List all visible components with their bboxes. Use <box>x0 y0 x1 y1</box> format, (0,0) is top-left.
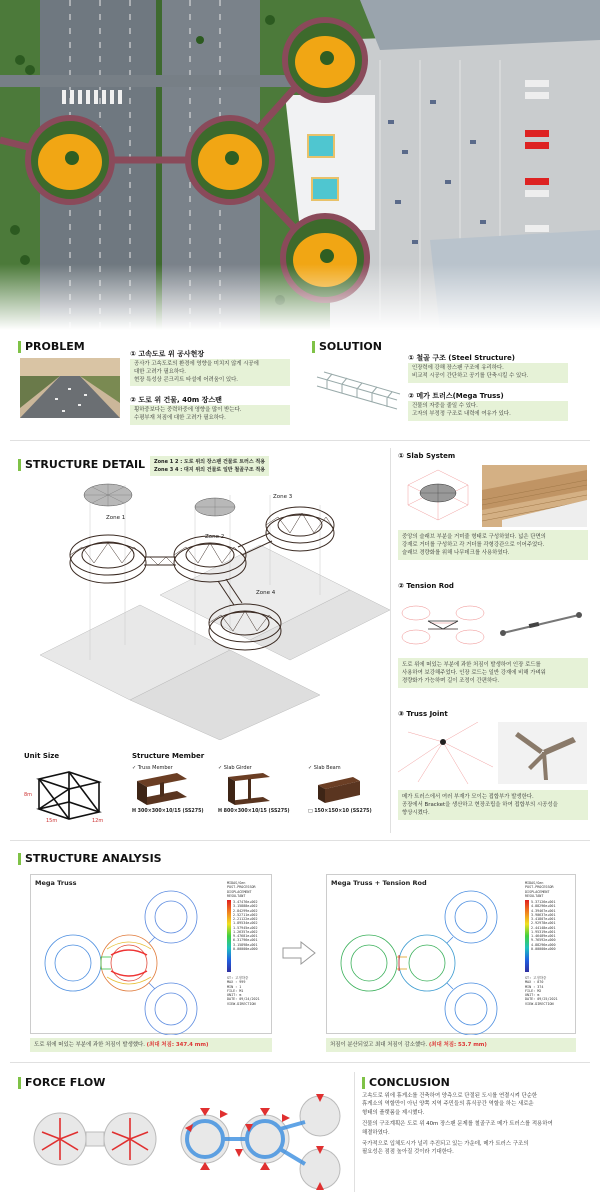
member-truss <box>132 765 204 814</box>
arrow-right-svg <box>281 940 317 966</box>
solution-item2-title: ② 메가 트러스(Mega Truss) <box>408 392 504 400</box>
legend-header: DISPLACEMENT <box>525 889 550 894</box>
note-line: 메가 트러스에서 여러 부재가 모이는 접합부가 발생한다. <box>402 794 534 800</box>
legend-value: 2.52711e+002 <box>233 912 258 917</box>
legend-color-bar <box>525 900 529 972</box>
conclusion-line: 고속도로 위에 휴게소를 건축하여 양측으로 단절된 도시를 연결시켜 단순한 <box>362 1093 538 1099</box>
legend-value: 5.37126e+001 <box>531 900 556 904</box>
truss-joint-title: ③ Truss Joint <box>398 710 448 718</box>
unit-height-label: 8m <box>24 792 33 798</box>
legend-header: RESULTANT <box>227 893 246 898</box>
problem-item1-line: 현장 특성상 콘크리트 타설에 어려움이 있다. <box>134 376 239 383</box>
legend-footer-line: DATE: 09/25/2021 <box>525 997 558 1002</box>
legend-footer-line: DATE: 09/24/2021 <box>227 997 260 1002</box>
structure-detail-title <box>18 458 145 471</box>
slab-deck-svg <box>482 465 587 527</box>
unit-size-title: Unit Size <box>24 752 60 760</box>
legend-footer-line: VIEW-DIRECTION <box>525 1001 554 1006</box>
legend-value: 1.26357e+002 <box>233 929 258 934</box>
truss-joint-svg <box>398 722 493 784</box>
conclusion-line: 건물의 구조계획은 도로 위 40m 장스팬 문제를 철골구조 메가 트러스를 적용하여 <box>362 1121 553 1128</box>
solution-item2-line: 고자의 부정정 구조로 내력에 여유가 있다. <box>412 410 511 417</box>
max-deflection-right: (최대 처짐: 53.7 mm) <box>428 1042 487 1048</box>
legend-footer-line: ST: 고정하중 <box>525 976 547 980</box>
conclusion-title <box>362 1076 450 1089</box>
zone-2-label: Zone 2 <box>205 534 225 540</box>
slab-system-note <box>398 530 588 560</box>
solution-item1-title: ① 철골 구조 (Steel Structure) <box>408 354 515 362</box>
force-flow-title-text: FORCE FLOW <box>25 1076 106 1089</box>
conclusion-line: 형태의 플랫폼을 제시했다. <box>362 1109 425 1116</box>
structure-analysis-title-text: STRUCTURE ANALYSIS <box>25 852 162 865</box>
conclusion-paragraph <box>362 1092 592 1117</box>
arrow-right-icon <box>281 940 317 970</box>
problem-item2-line: 횡하중보다는 중력하중에 영향을 많이 받는다. <box>134 407 242 413</box>
caption-text: 처짐이 분산되었고 최대 처짐이 감소했다. <box>330 1042 428 1048</box>
legend-value: 1.89534e+002 <box>233 921 258 926</box>
conclusion-text <box>362 1092 592 1157</box>
structure-isometric <box>20 475 390 740</box>
zone-note: Zone 1 2 : 도로 위의 장스팬 건물로 트러스 적용 <box>154 459 266 465</box>
legend-value: 2.92978e+001 <box>531 921 556 926</box>
analysis-left-legend <box>227 881 260 1006</box>
check-icon: ✓ <box>132 765 138 771</box>
legend-value: 2.21122e+002 <box>233 917 258 921</box>
structure-isometric-svg <box>20 475 390 740</box>
analysis-right-legend <box>525 881 558 1006</box>
legend-footer-line: VIEW-DIRECTION <box>227 1001 256 1006</box>
conclusion-paragraph <box>362 1120 592 1137</box>
unit-size-diagram <box>24 764 114 824</box>
conclusion-paragraph <box>362 1140 592 1157</box>
conclusion-line: 해결하였다. <box>362 1129 390 1136</box>
legend-footer-line: FILE: M2 <box>525 988 542 993</box>
zone-3-label: Zone 3 <box>273 494 293 500</box>
note-line: 사용하여 보강해주었다. 인장 로드는 일반 강재에 비해 가벼워 <box>402 670 546 677</box>
legend-values <box>531 900 556 972</box>
legend-footer <box>525 976 558 1006</box>
member-spec: H 300×300×10/15 (SS275) <box>132 809 204 814</box>
note-line: 중앙의 슬래브 부분을 거미줄 형태로 구성하였다. 넓은 단면의 <box>402 534 546 540</box>
force-flow-svg <box>20 1094 350 1194</box>
box-beam-icon <box>308 771 368 807</box>
problem-item2-line: 수평부재 처짐에 대한 고려가 필요하다. <box>134 414 226 421</box>
legend-scale <box>525 900 558 972</box>
legend-header: POST-PROCESSOR <box>525 885 554 890</box>
legend-value: 2.84299e+002 <box>233 908 258 913</box>
member-girder <box>218 765 290 814</box>
problem-item1-line: 공사가 고속도로의 환경에 영향을 미치지 않게 시공에 <box>134 361 259 367</box>
conclusion-title-text: CONCLUSION <box>369 1076 450 1089</box>
h-beam-icon <box>218 771 278 807</box>
vertical-divider <box>354 1072 355 1192</box>
analysis-left-label: Mega Truss <box>35 879 77 887</box>
legend-value: 3.41807e+001 <box>531 917 556 921</box>
note-line: 경량화가 가능하며 길이 조정이 간편하다. <box>402 678 500 685</box>
caption-text: 도로 위에 떠있는 부분에 과한 처짐이 발생했다. <box>34 1042 145 1048</box>
legend-value: 1.57945e+002 <box>233 925 258 930</box>
legend-header: RESULTANT <box>525 893 544 898</box>
member-name: Slab Beam <box>313 765 341 771</box>
legend-value: 4.39467e+001 <box>531 908 556 913</box>
legend-value: 2.44148e+001 <box>531 925 556 930</box>
legend-values <box>233 900 258 972</box>
analysis-right-label: Mega Truss + Tension Rod <box>331 879 427 887</box>
truss-joint-note <box>398 790 588 820</box>
truss-joint-photo-svg <box>498 722 587 784</box>
conclusion-line: 필요성은 점점 높아질 것이라 기대한다. <box>362 1149 454 1156</box>
legend-footer-line: UNIT: m <box>525 993 540 997</box>
solution-item1-box <box>408 363 568 383</box>
legend-value: 3.47476e+002 <box>233 900 258 904</box>
unit-size-svg <box>24 764 114 824</box>
solution-item2-box <box>408 401 568 421</box>
tension-rod-diagram <box>398 595 488 653</box>
structure-member-title: Structure Member <box>132 752 205 760</box>
legend-value: 9.47681e+001 <box>233 934 258 938</box>
slab-system-title: ① Slab System <box>398 452 456 460</box>
legend-footer-line: MAX : 999 <box>227 980 246 985</box>
legend-footer-line: MIN : 374 <box>525 984 544 989</box>
legend-value: 1.46489e+001 <box>531 934 556 938</box>
tension-rod-photo <box>495 595 587 653</box>
force-flow-diagram <box>20 1094 350 1194</box>
slab-deck-photo <box>482 465 587 527</box>
zone-notes <box>150 456 269 476</box>
legend-value: 4.88296e+001 <box>531 904 556 909</box>
tension-rod-note <box>398 658 588 688</box>
member-name: Slab Girder <box>223 765 252 771</box>
h-beam-icon <box>132 771 192 807</box>
title-accent-bar <box>312 341 315 353</box>
vertical-divider <box>390 448 391 833</box>
section-divider <box>10 840 590 841</box>
slab-system-svg <box>398 465 478 527</box>
section-divider <box>10 1062 590 1063</box>
analysis-panel-right <box>326 874 576 1034</box>
conclusion-line: 국가적으로 입체도시가 널리 추진되고 있는 가운데, 메가 트러스 구조의 <box>362 1140 529 1147</box>
analysis-right-mesh <box>327 885 522 1035</box>
structure-detail-title-text: STRUCTURE DETAIL <box>25 458 146 471</box>
problem-item1-line: 대한 고려가 필요하다. <box>134 368 187 375</box>
legend-header: DISPLACEMENT <box>227 889 252 894</box>
check-icon: ✓ <box>218 765 224 771</box>
problem-item2-box <box>130 405 290 425</box>
legend-header: MIDAS/Gen <box>227 881 246 885</box>
legend-value: 3.15898e+001 <box>233 942 258 947</box>
solution-item2-line: 건물의 자중을 줄일 수 있다. <box>412 403 478 409</box>
force-flow-title <box>18 1076 105 1089</box>
tension-rod-svg <box>398 595 488 653</box>
legend-value: 4.88296e+000 <box>531 942 556 947</box>
check-icon: ✓ <box>308 765 314 771</box>
highway-photo-svg <box>20 358 120 418</box>
problem-title-text: PROBLEM <box>25 340 85 353</box>
truss-joint-diagram <box>398 722 493 784</box>
title-accent-bar <box>18 1077 21 1089</box>
unit-length-label: 15m <box>46 818 58 824</box>
legend-footer-line: FILE: M1 <box>227 988 244 993</box>
legend-header: MIDAS/Gen <box>525 881 544 885</box>
note-line: 도로 위에 떠있는 부분에 과한 처짐이 발생하여 인장 로드를 <box>402 662 541 668</box>
legend-value: 3.90637e+001 <box>531 912 556 917</box>
unit-width-label: 12m <box>92 818 104 824</box>
legend-value: 1.95319e+001 <box>531 929 556 934</box>
section-divider <box>10 440 590 441</box>
solution-item1-line: 인장력에 강해 장스팬 구조에 유리하다. <box>412 365 504 371</box>
legend-color-bar <box>227 900 231 972</box>
title-accent-bar <box>362 1077 365 1089</box>
member-spec: □ 150×150×10 (SS275) <box>308 809 372 814</box>
note-line: 향상시켰다. <box>402 810 430 817</box>
conclusion-line: 휴게소의 역할만이 아닌 양쪽 지역 주민들의 휴식공간 역할을 하는 새로운 <box>362 1101 534 1108</box>
max-deflection-left: (최대 처짐: 347.4 mm) <box>146 1042 209 1048</box>
problem-item1-title: ① 고속도로 위 공사현장 <box>130 350 205 358</box>
analysis-left-mesh <box>31 885 221 1035</box>
truss-joint-photo <box>498 722 587 784</box>
tension-rod-title: ② Tension Rod <box>398 582 454 590</box>
legend-value: 3.15888e+002 <box>233 904 258 909</box>
aerial-render-svg <box>0 0 600 330</box>
legend-value: 9.76592e+000 <box>531 938 556 943</box>
problem-item2-title: ② 도로 위 건물, 40m 장스팬 <box>130 396 222 404</box>
zone-note: Zone 3 4 : 대지 위의 건물로 일반 철골구조 적용 <box>154 467 266 473</box>
solution-title <box>312 340 382 353</box>
member-spec: H 800×300×10/15 (SS275) <box>218 809 290 814</box>
note-line: 슬래브 경량화를 위해 나무데크를 사용하였다. <box>402 550 510 557</box>
slab-system-diagram <box>398 465 478 527</box>
analysis-right-caption <box>326 1038 576 1052</box>
solution-title-text: SOLUTION <box>319 340 382 353</box>
tension-rod-photo-svg <box>495 595 587 653</box>
legend-value: 6.31796e+001 <box>233 938 258 943</box>
legend-footer-line: MAX : 870 <box>525 980 544 985</box>
legend-scale <box>227 900 260 972</box>
note-line: 공장에서 Bracket을 생산하고 현장조립을 하여 접합부의 시공성을 <box>402 802 558 809</box>
note-line: 강재로 거더를 구성하고 각 거더를 각형강관으로 이어주었다. <box>402 542 545 549</box>
legend-footer-line: MIN : 1 <box>227 984 242 989</box>
highway-photo <box>20 358 120 418</box>
title-accent-bar <box>18 459 21 471</box>
truss-photo-svg <box>312 362 402 414</box>
legend-header: POST-PROCESSOR <box>227 885 256 890</box>
zone-1-label: Zone 1 <box>106 515 126 521</box>
title-accent-bar <box>18 853 21 865</box>
problem-item1-box <box>130 359 290 386</box>
aerial-render <box>0 0 600 330</box>
title-accent-bar <box>18 341 21 353</box>
member-name: Truss Member <box>137 765 173 771</box>
solution-item1-line: 비교적 시공이 간단하고 공기를 단축시킬 수 있다. <box>412 372 529 379</box>
member-beam <box>308 765 372 814</box>
structure-analysis-title <box>18 852 162 865</box>
analysis-panel-left <box>30 874 272 1034</box>
truss-photo <box>312 362 402 414</box>
analysis-left-caption <box>30 1038 272 1052</box>
legend-footer <box>227 976 260 1006</box>
legend-value: 0.00000e+000 <box>233 946 258 951</box>
legend-footer-line: UNIT: m <box>227 993 242 997</box>
problem-title <box>18 340 85 353</box>
legend-value: 0.00000e+000 <box>531 946 556 951</box>
zone-4-label: Zone 4 <box>256 590 276 596</box>
legend-footer-line: ST: 고정하중 <box>227 976 249 980</box>
